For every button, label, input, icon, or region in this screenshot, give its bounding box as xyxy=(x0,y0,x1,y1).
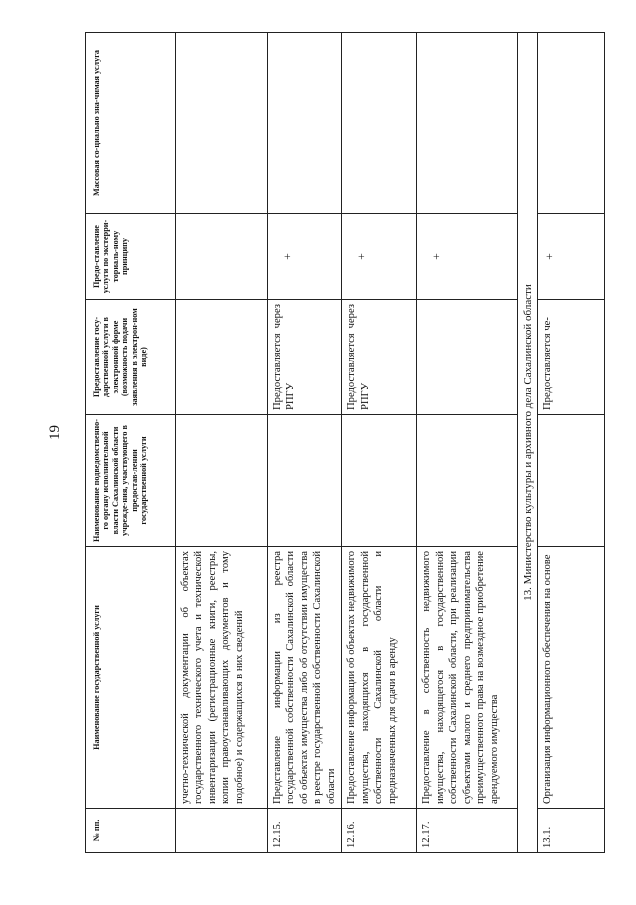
institution-cell xyxy=(268,415,342,547)
col-header-extraterritorial: Предо-ставление услуги по экстерри-ториаль-ному принципу xyxy=(86,214,176,300)
row-number: 12.16. xyxy=(342,809,417,853)
extraterritorial-cell: + xyxy=(342,214,417,300)
table-row xyxy=(342,33,417,853)
extraterritorial-cell xyxy=(176,214,268,300)
electronic-form-cell xyxy=(176,300,268,415)
services-table-rotated xyxy=(85,33,605,853)
institution-cell xyxy=(342,415,417,547)
row-number: 12.17. xyxy=(417,809,518,853)
electronic-form-cell: Предоставляется через РПГУ xyxy=(342,300,417,415)
institution-cell xyxy=(176,415,268,547)
mass-service-cell xyxy=(417,33,518,214)
section-heading: 13. Министерство культуры и архивного дела Сахалинской области xyxy=(518,33,538,853)
service-name: Предоставление информации об объектах недвижимого имущества, находящихся в государственной собственности Сахалинской области и предназначенных для сдачи в аренду xyxy=(342,547,417,809)
service-name: Предоставление в собственность недвижимого имущества, находящегося в государственной собственности Сахалинской области, при реализации субъектами малого и среднего предпринимательства преимущественного права на возмездное приобретение арендуемого имущества xyxy=(417,547,518,809)
electronic-form-cell xyxy=(417,300,518,415)
extraterritorial-cell: + xyxy=(538,214,605,300)
row-number: 12.15. xyxy=(268,809,342,853)
extraterritorial-cell: + xyxy=(268,214,342,300)
service-name: Организация информационного обеспечения на основе xyxy=(538,547,605,809)
col-header-institution: Наименование подведомственно-го органу исполнительной власти Сахалинской области учрежде-ния, участвующего в предостав-лении государственной услуги xyxy=(86,415,176,547)
row-number xyxy=(176,809,268,853)
col-header-number: № пп. xyxy=(86,809,176,853)
electronic-form-cell: Предоставляется через РПГУ xyxy=(268,300,342,415)
service-name: учетно-технической документации об объектах государственного технического учета и технической инвентаризации (регистрационные книги, реестры, копии правоустанавливающих документов и тому подобное) и содержащихся в них сведений xyxy=(176,547,268,809)
mass-service-cell xyxy=(268,33,342,214)
table-row xyxy=(268,33,342,853)
table-row xyxy=(417,33,518,853)
institution-cell xyxy=(538,415,605,547)
institution-cell xyxy=(417,415,518,547)
section-heading-row xyxy=(518,33,538,853)
extraterritorial-cell: + xyxy=(417,214,518,300)
row-number: 13.1. xyxy=(538,809,605,853)
service-name: Представление информации из реестра государственной собственности Сахалинской области об объектах имущества либо об отсутствии имущества в реестре государственной собственности Сахалинской области xyxy=(268,547,342,809)
electronic-form-cell: Предоставляется че- xyxy=(538,300,605,415)
col-header-electronic-form: Предоставление госу-дарственной услуги в электронной форме (возможность подачи заявления в электрон-ном виде) xyxy=(86,300,176,415)
col-header-service-name: Наименование государственной услуги xyxy=(86,547,176,809)
mass-service-cell xyxy=(176,33,268,214)
services-table xyxy=(85,32,605,853)
mass-service-cell xyxy=(342,33,417,214)
page-number: 19 xyxy=(47,425,63,440)
table-row xyxy=(538,33,605,853)
col-header-mass-service: Массовая со-циально зна-чимая услуга xyxy=(86,33,176,214)
mass-service-cell xyxy=(538,33,605,214)
header-row xyxy=(86,33,176,853)
table-row xyxy=(176,33,268,853)
